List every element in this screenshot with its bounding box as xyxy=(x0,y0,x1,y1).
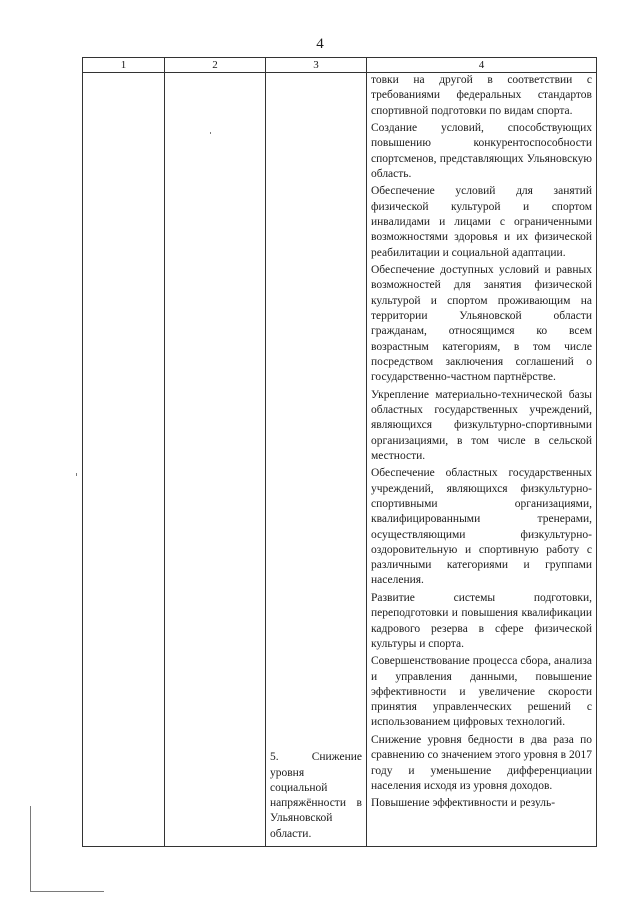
cell-col-4 xyxy=(367,73,597,847)
cell-col-1 xyxy=(83,73,165,847)
page-number: 4 xyxy=(316,36,324,52)
task-paragraph: Обеспечение областных государственных учреждений, являющихся физкультурно-спортивными организациями, квалифицированными тренерами, осуществляющими физкультурно-оздоровительную и спортивную работу с различными категориями и группами населения. xyxy=(371,467,592,587)
task-paragraph: Обеспечение доступных условий и равных возможностей для занятия физической культурой и спортом проживающим на территории Ульяновской области гражданам, относящимся ко всем возрастным категориям, в том числе посредством заключения соглашений о государственно-частном партнёрстве. xyxy=(371,264,592,384)
task-paragraph: Обеспечение условий для занятий физической культурой и спортом инвалидами и лицами с ограниченными возможностями здоровья и их физической реабилитации и социальной адаптации. xyxy=(371,185,592,259)
continued-paragraph: Повышение эффективности и резуль- xyxy=(371,797,556,809)
header-col-4: 4 xyxy=(367,58,597,73)
header-col-2: 2 xyxy=(165,58,266,73)
scan-speck xyxy=(210,132,211,134)
cell-col-2 xyxy=(165,73,266,847)
task-paragraph: Укрепление материально-технической базы областных государственных учреждений, являющихся физкультурно-спортивными организациями, в том числе в сельской местности. xyxy=(371,388,592,462)
task-paragraph: Создание условий, способствующих повышению конкурентоспособности спортсменов, представляющих Ульяновскую область. xyxy=(371,122,592,180)
targets-table xyxy=(82,57,597,847)
table-header-row xyxy=(83,58,597,73)
task-paragraph: Развитие системы подготовки, переподготовки и повышения квалификации кадрового резерва в сфере физической культуры и спорта. xyxy=(371,591,592,650)
scan-speck xyxy=(76,473,77,476)
scan-mark-bottom-edge xyxy=(30,891,104,892)
goal-5-text: 5. Снижение уровня социальной напряжённости в Ульяновской области. xyxy=(270,751,362,840)
scan-mark-left-vertical xyxy=(30,806,31,892)
header-col-1: 1 xyxy=(83,58,165,73)
table-row xyxy=(83,73,597,847)
cell-col-3 xyxy=(266,73,367,847)
task-paragraph: товки на другой в соответствии с требованиями федеральных стандартов спортивной подготовки по видам спорта. xyxy=(371,74,592,117)
task-paragraph: Снижение уровня бедности в два раза по сравнению со значением этого уровня в 2017 году и уменьшение дифференциации населения исходя из уровня доходов. xyxy=(371,733,592,792)
header-col-3: 3 xyxy=(266,58,367,73)
task-paragraph: Совершенствование процесса сбора, анализа и управления данными, повышение эффективности и увеличение скорости принятия управленческих решений с использованием цифровых технологий. xyxy=(371,655,592,729)
